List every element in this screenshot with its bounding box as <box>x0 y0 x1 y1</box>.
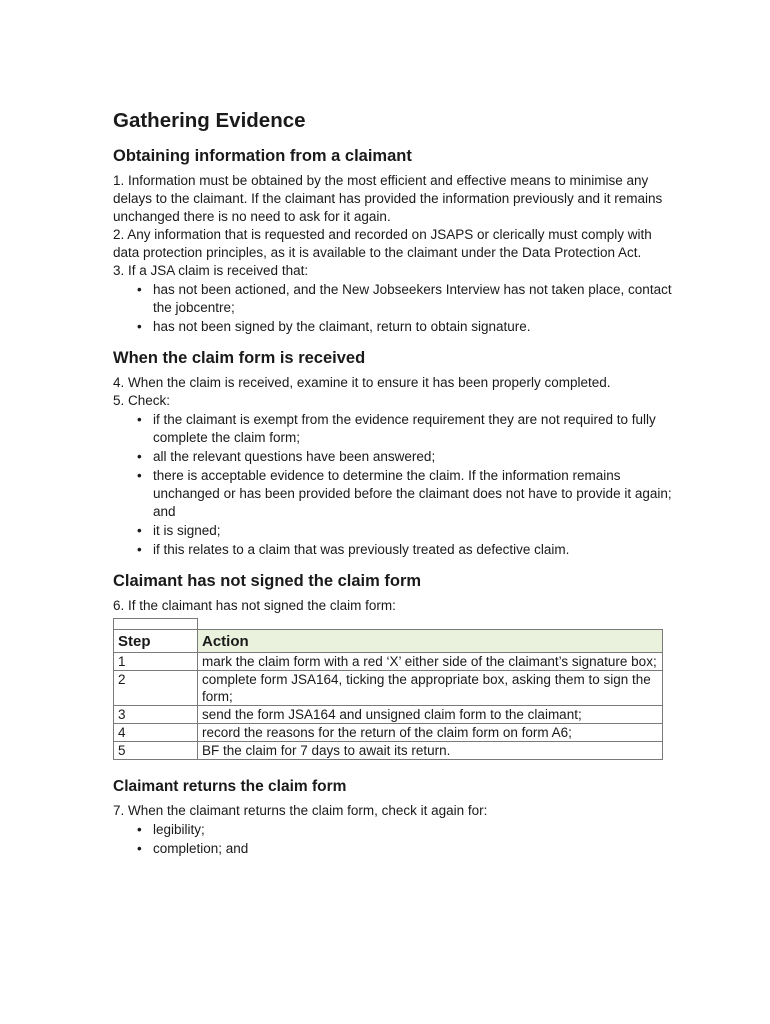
paragraph-5: 5. Check: <box>113 393 171 408</box>
list-item: • all the relevant questions have been answered; <box>137 449 436 464</box>
bullet-list-s4 <box>113 821 673 858</box>
action-cell: complete form JSA164, ticking the appropriate box, asking them to sign the form; <box>198 671 663 706</box>
list-item: • if the claimant is exempt from the evidence requirement they are not required to fully complete the claim form; <box>137 412 656 445</box>
step-cell: 3 <box>114 706 198 724</box>
table-row <box>114 706 663 724</box>
bullet-icon: • <box>137 523 142 538</box>
bullet-icon: • <box>137 841 142 856</box>
list-item: • there is acceptable evidence to determine the claim. If the information remains unchanged or has been provided before the claimant does not have to provide it again; and <box>137 468 672 519</box>
action-cell: BF the claim for 7 days to await its return. <box>198 742 663 760</box>
table-row <box>114 742 663 760</box>
bullet-icon: • <box>137 282 142 297</box>
steps-table <box>113 618 663 760</box>
paragraph-1: 1. Information must be obtained by the most efficient and effective means to minimise any delays to the claimant. If the claimant has provided the information previously and it remains unchanged there is no need to ask for it again. <box>113 173 663 224</box>
section-heading-returns-form: Claimant returns the claim form <box>113 778 347 795</box>
step-cell: 2 <box>114 671 198 706</box>
list-item: • has not been actioned, and the New Jobseekers Interview has not taken place, contact the jobcentre; <box>137 282 672 315</box>
table-row <box>114 653 663 671</box>
step-cell: 1 <box>114 653 198 671</box>
section-heading-not-signed: Claimant has not signed the claim form <box>113 572 422 590</box>
action-cell: record the reasons for the return of the claim form on form A6; <box>198 724 663 742</box>
column-header-step: Step <box>114 630 198 653</box>
action-cell: mark the claim form with a red ‘X’ either side of the claimant’s signature box; <box>198 653 663 671</box>
paragraph-3: 3. If a JSA claim is received that: <box>113 263 309 278</box>
bullet-icon: • <box>137 412 142 427</box>
paragraph-4: 4. When the claim is received, examine it to ensure it has been properly completed. <box>113 375 611 390</box>
bullet-list-s1 <box>113 281 673 336</box>
bullet-icon: • <box>137 822 142 837</box>
action-cell: send the form JSA164 and unsigned claim form to the claimant; <box>198 706 663 724</box>
paragraph-2: 2. Any information that is requested and recorded on JSAPS or clerically must comply with data protection principles, as it is available to the claimant under the Data Protection Act. <box>113 227 652 260</box>
bullet-list-s2 <box>113 411 673 559</box>
document-page <box>113 108 673 859</box>
table-row <box>114 724 663 742</box>
page-title: Gathering Evidence <box>113 109 306 132</box>
list-item: • legibility; <box>137 822 205 837</box>
table-row <box>114 671 663 706</box>
list-item: • if this relates to a claim that was previously treated as defective claim. <box>137 542 570 557</box>
list-item: • completion; and <box>137 841 249 856</box>
list-item: • has not been signed by the claimant, return to obtain signature. <box>137 319 531 334</box>
paragraph-7: 7. When the claimant returns the claim form, check it again for: <box>113 803 488 818</box>
paragraph-6: 6. If the claimant has not signed the claim form: <box>113 598 396 613</box>
column-header-action: Action <box>198 630 663 653</box>
bullet-icon: • <box>137 319 142 334</box>
bullet-icon: • <box>137 468 142 483</box>
list-item: • it is signed; <box>137 523 221 538</box>
section-heading-obtaining-information: Obtaining information from a claimant <box>113 147 412 165</box>
step-cell: 4 <box>114 724 198 742</box>
section-heading-claim-form-received: When the claim form is received <box>113 349 366 367</box>
step-cell: 5 <box>114 742 198 760</box>
bullet-icon: • <box>137 449 142 464</box>
bullet-icon: • <box>137 542 142 557</box>
